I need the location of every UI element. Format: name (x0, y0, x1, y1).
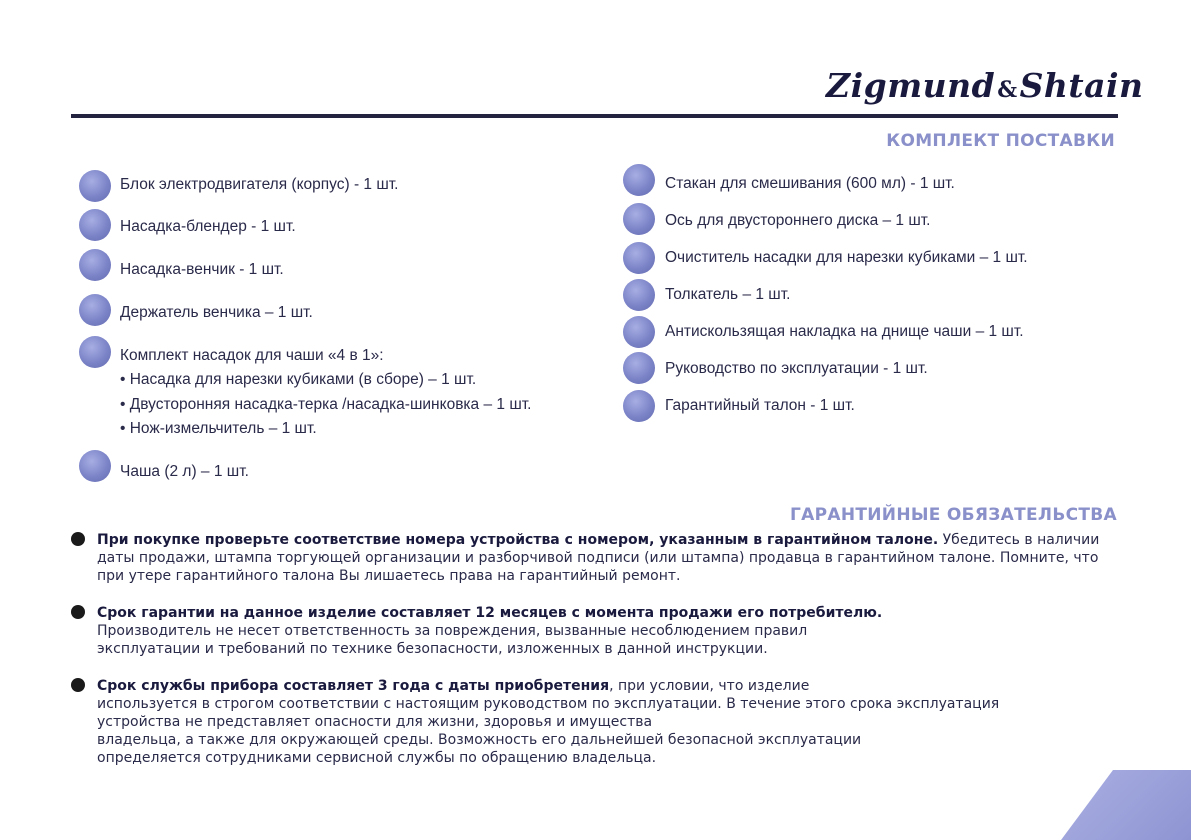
item-marker (79, 450, 111, 482)
warranty-title: ГАРАНТИЙНЫЕ ОБЯЗАТЕЛЬСТВА (790, 505, 1117, 525)
warranty-paragraph-text: Производитель не несет ответственность за повреждения, вызванные несоблюдением правил (97, 623, 808, 639)
warranty-paragraph-text: , при условии, что изделие (609, 678, 810, 694)
brand-logo-part2: Shtain (1019, 66, 1144, 105)
warranty-paragraph-text: эксплуатации и требований по технике безопасности, изложенных в данной инструкции. (97, 641, 768, 657)
item-marker (79, 336, 111, 368)
brand-logo (826, 66, 1144, 105)
item-marker (623, 203, 655, 235)
item-marker (79, 294, 111, 326)
item-marker (623, 316, 655, 348)
brand-logo-amp: & (997, 77, 1018, 103)
corner-decoration (1061, 770, 1191, 840)
warranty-bullet (71, 532, 85, 546)
warranty-paragraph-bold: При покупке проверьте соответствие номера устройства с номером, указанным в гарантийном талоне. (97, 532, 939, 548)
item-label: Стакан для смешивания (600 мл) - 1 шт. (665, 175, 955, 192)
warranty-bullet (71, 605, 85, 619)
item-label: Руководство по эксплуатации - 1 шт. (665, 360, 928, 377)
warranty-paragraph-text: устройства не представляет опасности для жизни, здоровья и имущества (97, 714, 653, 730)
item-marker (623, 390, 655, 422)
warranty-paragraph-text: владельца, а также для окружающей среды. Возможность его дальнейшей безопасной эксплуатации (97, 732, 862, 748)
item-marker (79, 209, 111, 241)
item-label: Блок электродвигателя (корпус) - 1 шт. (120, 176, 399, 193)
item-label: Комплект насадок для чаши «4 в 1»: (120, 347, 384, 364)
warranty-paragraph (97, 677, 1117, 767)
warranty-paragraph-bold: Срок службы прибора составляет 3 года с даты приобретения (97, 678, 610, 694)
warranty-paragraph-text: используется в строгом соответствии с настоящим руководством по эксплуатации. В течение этого срока эксплуатация (97, 696, 1000, 712)
sub-item-label: • Двусторонняя насадка-терка /насадка-шинковка – 1 шт. (120, 396, 532, 413)
item-marker (623, 279, 655, 311)
item-label: Очиститель насадки для нарезки кубиками – 1 шт. (665, 249, 1028, 266)
brand-logo-part1: Zigmund (826, 66, 996, 105)
sub-item-label: • Насадка для нарезки кубиками (в сборе) – 1 шт. (120, 371, 477, 388)
item-marker (623, 164, 655, 196)
item-marker (623, 242, 655, 274)
warranty-paragraph (97, 531, 1117, 585)
item-marker (79, 249, 111, 281)
item-label: Держатель венчика – 1 шт. (120, 304, 313, 321)
item-label: Гарантийный талон - 1 шт. (665, 397, 855, 414)
item-label: Насадка-венчик - 1 шт. (120, 261, 284, 278)
item-label: Насадка-блендер - 1 шт. (120, 218, 296, 235)
item-label: Антискользящая накладка на днище чаши – 1 шт. (665, 323, 1024, 340)
warranty-paragraph (97, 604, 1117, 658)
warranty-paragraph-text: определяется сотрудниками сервисной службы по обращению владельца. (97, 750, 657, 766)
header-divider (71, 114, 1118, 118)
contents-title: КОМПЛЕКТ ПОСТАВКИ (886, 131, 1115, 151)
warranty-paragraph-bold: Срок гарантии на данное изделие составляет 12 месяцев с момента продажи его потребителю. (97, 605, 883, 621)
item-label: Ось для двустороннего диска – 1 шт. (665, 212, 931, 229)
item-marker (79, 170, 111, 202)
item-marker (623, 352, 655, 384)
sub-item-label: • Нож-измельчитель – 1 шт. (120, 420, 317, 437)
warranty-paragraph-text: Убедитесь в наличии даты продажи, штампа торгующей организации и разборчивой подписи (или штампа) продавца в гарантийном талоне. Помните, что при утере гарантийного талона Вы лишаетесь права на гарантийный ремонт. (97, 532, 1100, 584)
item-label: Чаша (2 л) – 1 шт. (120, 463, 249, 480)
warranty-bullet (71, 678, 85, 692)
item-label: Толкатель – 1 шт. (665, 286, 791, 303)
